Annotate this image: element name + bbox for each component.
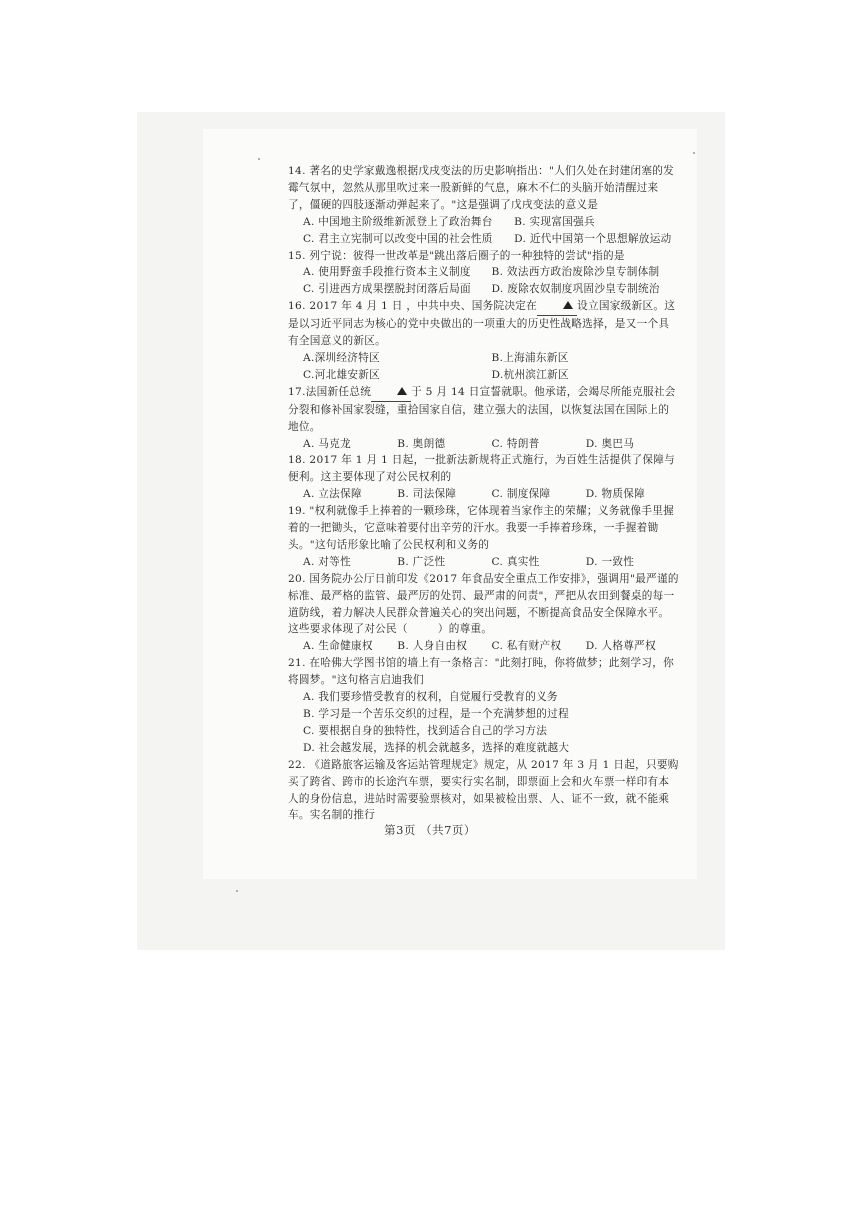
options: [288, 486, 680, 503]
stem-text: ）的尊重。: [437, 623, 493, 636]
option-d: D. 奥巴马: [585, 437, 635, 450]
option-b: B. 司法保障: [397, 488, 457, 501]
option-d: D. 人格尊严权: [585, 640, 656, 653]
page-number-footer: 第3页 （共7页）: [384, 823, 476, 837]
question-stem: 19. "权利就像手上捧着的一颗珍珠，它体现着当家作主的荣耀；义务就像手里握着的一把锄头，它意味着要付出辛劳的汗水。我要一手捧着珍珠，一手握着锄头。"这句话形象比喻了公民权利和义务的: [288, 505, 675, 551]
question-21: [288, 655, 680, 756]
stem-text: 设立国家级新区。这是以习近平同志为核心的党中央做出的一项重大的历史性战略选择，是又一个具有全国意义的新区。: [288, 300, 676, 348]
option-d: D.杭州滨江新区: [491, 368, 569, 381]
question-stem: [288, 571, 680, 639]
option-c: C.河北雄安新区: [303, 368, 381, 381]
option-a: A. 使用野蛮手段推行资本主义制度: [303, 266, 471, 279]
question-stem: [288, 384, 680, 436]
answer-blank: [537, 298, 577, 316]
question-14: [288, 163, 680, 248]
question-stem: [288, 298, 680, 350]
question-16: [288, 298, 680, 384]
option-b: B.上海浦东新区: [491, 351, 569, 364]
question-18: [288, 452, 680, 503]
triangle-icon: [397, 387, 407, 395]
options: [288, 214, 680, 248]
question-stem: 21. 在哈佛大学图书馆的墙上有一条格言："此刻打盹，你将做梦；此刻学习，你将圆梦。"这句格言启迪我们: [288, 657, 675, 687]
option-a: A. 我们要珍惜受教育的权利，自觉履行受教育的义务: [303, 691, 558, 704]
options: [288, 554, 680, 571]
options: [288, 436, 680, 453]
option-b: B. 奥朗德: [397, 437, 446, 450]
option-b: B. 实现富国强兵: [514, 215, 595, 228]
option-a: A. 中国地主阶级维新派登上了政治舞台: [303, 215, 493, 228]
option-a: A. 马克龙: [303, 437, 351, 450]
option-c: C. 引进西方成果摆脱封闭落后局面: [303, 283, 471, 296]
options: [288, 638, 680, 655]
option-a: A. 生命健康权: [303, 640, 373, 653]
option-c: C. 真实性: [491, 555, 540, 568]
question-stem: 22. 《道路旅客运输及客运站管理规定》规定，从 2017 年 3 月 1 日起，只要购买了跨省、跨市的长途汽车票，要实行实名制，即票面上会和火车票一样印有本人的身份信息，进站时需要验票核对，如果被检出票、人、证不一致，就不能乘车。实名制的推行: [288, 758, 679, 822]
stem-text: 20. 国务院办公厅日前印发《2017 年食品安全重点工作安排》，强调用"最严谨的标准、最严格的监管、最严厉的处罚、最严肃的问责"，严把从农田到餐桌的每一道防线，着力解决人民群众普遍关心的突出问题，不断提高食品安全保障水平。这些要求体现了对公民（: [288, 572, 679, 636]
scan-speck: [236, 890, 238, 892]
stem-text: 16. 2017 年 4 月 1 日 ，中共中央、国务院决定在: [288, 300, 538, 313]
question-17: [288, 384, 680, 453]
question-stem: 18. 2017 年 1 月 1 日起，一批新法新规将正式施行，为百姓生活提供了保障与便利。这主要体现了对公民权利的: [288, 454, 676, 484]
answer-blank: [371, 384, 411, 402]
question-stem: 15. 列宁说：彼得一世改革是"跳出落后圈子的一种独特的尝试"指的是: [288, 249, 625, 262]
options: [288, 689, 680, 757]
option-d: D. 一致性: [585, 555, 635, 568]
option-c: C. 制度保障: [491, 488, 551, 501]
stem-text: 于 5 月 14 日宣誓就职。他承诺，会竭尽所能克服社会分裂和修补国家裂缝，重拾国家自信，建立强大的法国，以恢复法国在国际上的地位。: [288, 385, 676, 433]
option-c: C. 私有财产权: [491, 640, 562, 653]
options: [288, 264, 680, 298]
question-15: [288, 248, 680, 299]
scan-speck: [258, 158, 260, 160]
option-d: D. 社会越发展，选择的机会就越多，选择的难度就越大: [303, 741, 570, 754]
option-a: A. 对等性: [303, 555, 351, 568]
option-a: A. 立法保障: [303, 488, 362, 501]
option-c: C. 要根据自身的独特性，找到适合自己的学习方法: [303, 724, 548, 737]
option-b: B. 学习是一个苦乐交织的过程，是一个充满梦想的过程: [303, 708, 569, 720]
options: [288, 350, 680, 384]
question-22: [288, 757, 680, 825]
triangle-icon: [563, 301, 573, 309]
option-b: B. 效法西方政治废除沙皇专制体制: [491, 266, 660, 279]
option-d: D. 近代中国第一个思想解放运动: [514, 232, 672, 245]
option-a: A.深圳经济特区: [303, 351, 380, 364]
question-20: [288, 571, 680, 656]
stem-text: 17.法国新任总统: [288, 385, 372, 398]
option-c: C. 君主立宪制可以改变中国的社会性质: [303, 232, 493, 245]
question-content: [288, 163, 680, 824]
option-c: C. 特朗普: [491, 437, 540, 450]
question-19: [288, 503, 680, 571]
option-d: D. 物质保障: [585, 488, 646, 501]
option-b: B. 广泛性: [397, 555, 446, 568]
option-b: B. 人身自由权: [397, 640, 468, 653]
option-d: D. 废除农奴制度巩固沙皇专制统治: [491, 283, 660, 296]
question-stem: 14. 著名的史学家戴逸根据戊戌变法的历史影响指出："人们久处在封建闭塞的发霉气氛中，忽然从那里吹过来一股新鲜的气息，麻木不仁的头脑开始清醒过来了，僵硬的四肢逐渐动弹起来了。"这是强调了戊戌变法的意义是: [288, 165, 675, 211]
scan-speck: [693, 152, 695, 154]
